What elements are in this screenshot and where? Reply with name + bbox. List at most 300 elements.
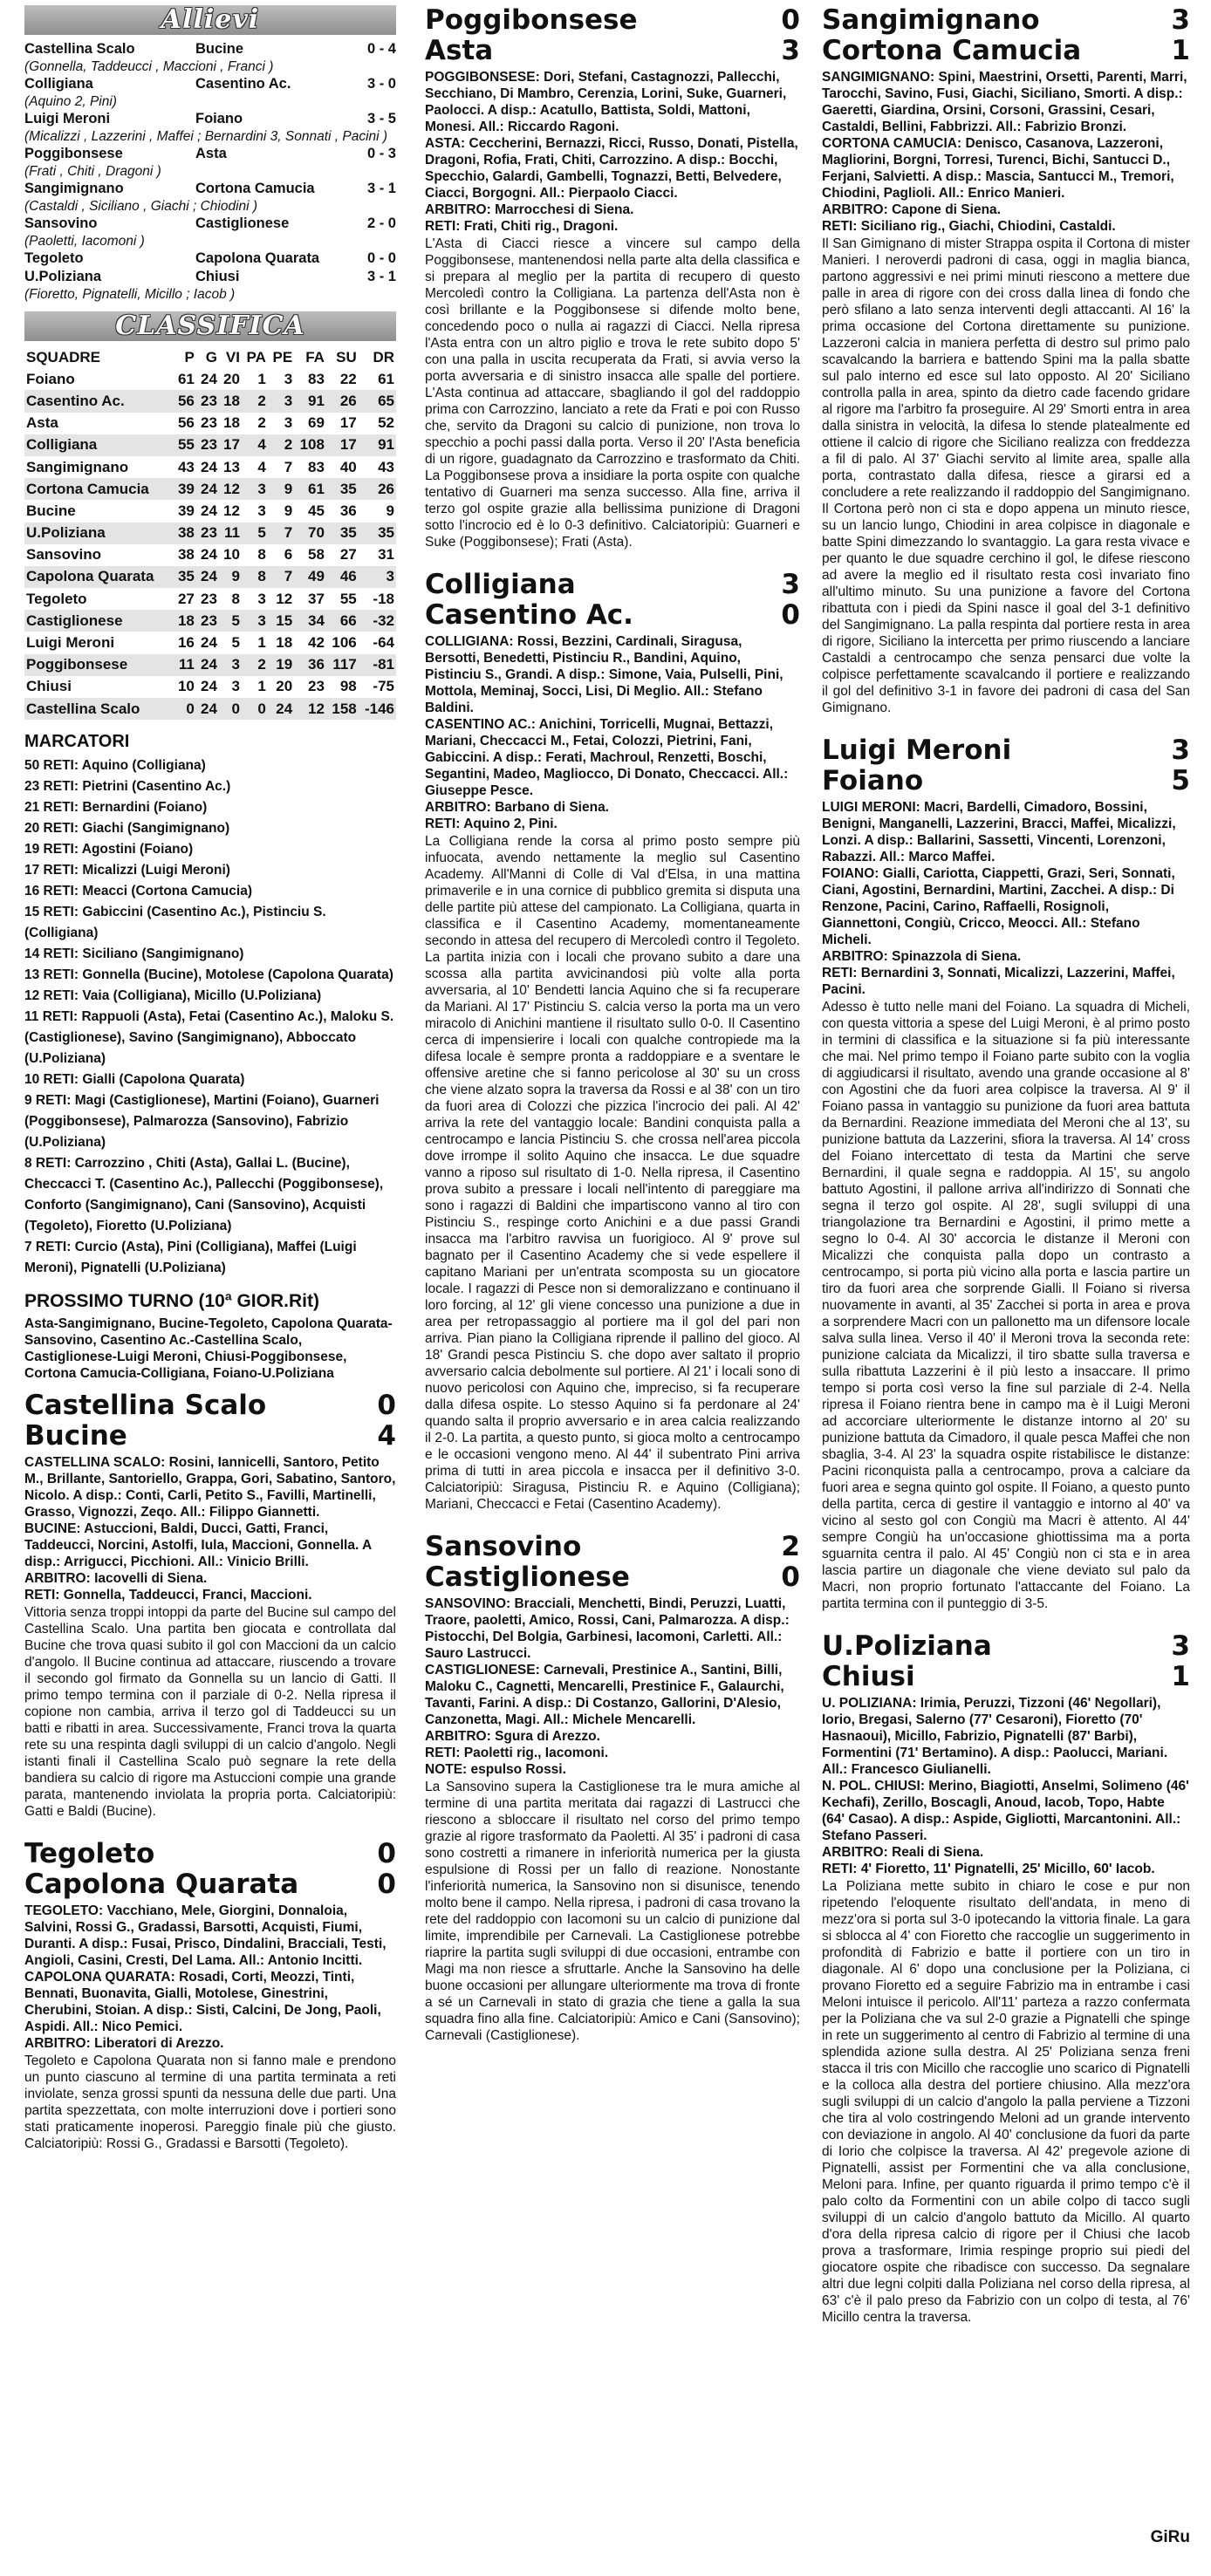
standings-cell: 35 — [174, 566, 196, 588]
standings-cell: 20 — [223, 370, 240, 387]
standings-cell: 24 — [196, 654, 219, 676]
match-away-line — [822, 36, 1190, 66]
match-home-team: Castellina Scalo — [24, 1390, 267, 1422]
match-away-team: Chiusi — [822, 1661, 915, 1692]
match-home-team: Sangimignano — [822, 4, 1040, 36]
match-home-score: 3 — [1171, 4, 1190, 36]
result-scorers: (Frati , Chiti , Dragoni ) — [24, 164, 161, 179]
scorer-line: 11 RETI: Rappuoli (Asta), Fetai (Casentino Ac.), Maloku S. (Castiglionese), Savino (Sangimignano), Abboccato (U.Poliziana) — [24, 1009, 394, 1067]
match-lineups — [425, 69, 800, 235]
standings-cell: -81 — [359, 654, 396, 676]
standings-cell: Colligiana — [24, 434, 174, 456]
standings-cell: 36 — [339, 502, 357, 519]
standings-cell: 7 — [268, 523, 294, 544]
match-report — [822, 1631, 1190, 2326]
match-home-line — [24, 1839, 396, 1869]
lineup-line: COLLIGIANA: Rossi, Bezzini, Cardinali, Siragusa, Bersotti, Benedetti, Pistinciu R., Bandini, Aquino, Pistinciu S., Grandi. A disp.: Simone, Vaia, Pulselli, Pini, Mottola, Meminaj, Socci, Lisi, Di Meglio. All.: Stefano Baldini. — [425, 634, 783, 715]
standings-cell: 19 — [268, 654, 294, 676]
scorer-line: 12 RETI: Vaia (Colligiana), Micillo (U.Poliziana) — [24, 988, 322, 1004]
standings-col-header: VI — [225, 348, 240, 366]
result-row — [24, 110, 396, 128]
match-home-team: Tegoleto — [24, 1838, 155, 1870]
lineup-line: SANSOVINO: Bracciali, Menchetti, Bindi, Peruzzi, Luatti, Traore, paoletti, Amico, Rossi, Cani, Palmarozza. A disp.: Pistocchi, Del Bolgia, Garbinesi, Iacomoni, Carletti. All.: Sauro Lastrucci. — [425, 1596, 790, 1661]
standings-cell: 40 — [339, 458, 357, 475]
result-away: Chiusi — [195, 269, 240, 284]
standings-cell: 12 — [276, 590, 293, 607]
result-away: Bucine — [195, 41, 244, 57]
standings-cell: 3 — [242, 478, 268, 500]
match-home-score: 2 — [781, 1531, 800, 1562]
standings-row — [24, 698, 396, 720]
match-text: Vittoria senza troppi intoppi da parte del Bucine sul campo del Castellina Scalo. Una partita ben giocata e controllata dal Bucine che trova quasi subito il gol con Maccioni da un calcio d'angolo. Il Bucine continua ad attaccare, riuscendo a trovare il secondo gol firmato da Gonnella su un lancio di Gatti. Il primo tempo termina con il parziale di 0-2. Nella ripresa il copione non cambia, arriva il terzo gol di Taddeucci su un batti e ribatti in area. Successivamente, Franci trova la quarta rete su una respinta dagli sviluppi di un calcio d'angolo. Negli istanti finali il Castellina Scalo può segnare la rete della bandiera su calcio di rigore ma Astuccioni compie una grande parata, mantenendo inviolata la propria porta. Calciatoripiù: Gatti e Baldi (Bucine). — [24, 1605, 396, 1820]
match-away-team: Asta — [425, 35, 494, 66]
result-scorers: (Micalizzi , Lazzerini , Maffei ; Bernardini 3, Sonnati , Pacini ) — [24, 129, 388, 144]
lineup-line: CAPOLONA QUARATA: Rosadi, Corti, Meozzi, Tinti, Bennati, Buonavita, Gialli, Motolese, Ginestrini, Cherubini, Stoian. A disp.: Sisti, Calcini, De Jong, Paoli, Aspidi. All.: Nico Pemici. — [24, 1970, 381, 2035]
standings-cell: 23 — [196, 390, 219, 412]
standings-cell: Castiglionese — [24, 610, 174, 632]
standings-cell: 24 — [201, 546, 217, 564]
standings-cell: 46 — [326, 566, 359, 588]
author-signature: GiRu — [1150, 2528, 1190, 2546]
standings-cell: 24 — [268, 698, 294, 720]
standings-cell: 5 — [219, 610, 242, 632]
standings-table — [24, 346, 396, 720]
match-away-team: Capolona Quarata — [24, 1869, 299, 1901]
result-score: 3 - 1 — [366, 269, 396, 284]
match-lineups — [425, 633, 800, 832]
lineup-line: ASTA: Ceccherini, Bernazzi, Ricci, Russo, Donati, Pistella, Dragoni, Rofia, Frati, Chiti, Carrozzino. A disp.: Bocchi, Specchio, Galardi, Gambelli, Tognazzi, Betti, Belvedere, Ciacci, Borgogni. All.: Pierpaolo Ciacci. — [425, 136, 798, 201]
match-home-team: U.Poliziana — [822, 1630, 992, 1662]
standings-cell: 56 — [174, 390, 196, 412]
result-home: Poggibonsese — [24, 146, 123, 161]
match-away-team: Foiano — [822, 765, 924, 796]
standings-cell: 31 — [378, 546, 394, 564]
lineup-line: RETI: Bernardini 3, Sonnati, Micalizzi, Lazzerini, Maffei, Pacini. — [822, 966, 1175, 997]
standings-cell: 108 — [294, 434, 326, 456]
standings-row — [24, 368, 396, 390]
match-away-team: Castiglionese — [425, 1561, 630, 1593]
standings-cell: 24 — [201, 502, 217, 519]
standings-cell: U.Poliziana — [24, 523, 174, 544]
lineup-line: ARBITRO: Iacovelli di Siena. — [24, 1571, 208, 1587]
match-home-line — [24, 1390, 396, 1421]
lineup-line: U. POLIZIANA: Irimia, Peruzzi, Tizzoni (46' Negollari), Iorio, Bregasi, Salerno (77' Cesaroni), Fioretto (70' Hasnaoui), Micillo, Fabrizio, Pignatelli (87' Barbi), Formentini (71' Bertamino). A disp.: Paolucci, Mariani. All.: Francesco Giulianelli. — [822, 1696, 1168, 1777]
scorer-line: 9 RETI: Magi (Castiglionese), Martini (Foiano), Guarneri (Poggibonsese), Palmarozza (Sansovino), Fabrizio (U.Poliziana) — [24, 1093, 380, 1151]
middle-column — [425, 5, 800, 2063]
standings-cell: 3 — [268, 390, 294, 412]
result-row — [24, 180, 396, 198]
match-away-line — [822, 766, 1190, 796]
standings-cell: 27 — [339, 546, 357, 564]
standings-cell: 3 — [231, 678, 240, 695]
standings-cell: 8 — [231, 590, 240, 607]
standings-col-header: SQUADRE — [26, 348, 101, 366]
match-away-line — [822, 1662, 1190, 1692]
standings-cell: 18 — [174, 610, 196, 632]
match-home-line — [822, 1631, 1190, 1662]
standings-cell: 56 — [177, 414, 195, 432]
standings-cell: 26 — [359, 478, 396, 500]
standings-cell: 15 — [268, 610, 294, 632]
result-away: Cortona Camucia — [195, 181, 315, 196]
standings-cell: 23 — [196, 523, 219, 544]
standings-cell: 55 — [339, 590, 357, 607]
standings-cell: 4 — [242, 434, 268, 456]
standings-cell: 35 — [359, 523, 396, 544]
standings-cell: 24 — [201, 458, 217, 475]
standings-row — [24, 434, 396, 456]
standings-cell: Cortona Camucia — [24, 478, 174, 500]
standings-cell: 3 — [284, 370, 293, 387]
standings-row — [24, 413, 396, 434]
standings-cell: -75 — [373, 678, 394, 695]
result-score: 0 - 3 — [366, 146, 396, 161]
standings-cell: 11 — [219, 523, 242, 544]
standings-cell: 39 — [177, 502, 195, 519]
standings-col-header: P — [184, 348, 195, 366]
match-home-team: Poggibonsese — [425, 4, 638, 36]
standings-row — [24, 654, 396, 676]
match-home-team: Colligiana — [425, 569, 576, 600]
result-scorers: (Paoletti, Iacomoni ) — [24, 234, 145, 249]
standings-cell: Tegoleto — [26, 590, 87, 607]
standings-cell: 11 — [174, 654, 196, 676]
standings-cell: 106 — [332, 634, 357, 652]
standings-cell: Sangimignano — [26, 458, 129, 475]
result-row — [24, 145, 396, 163]
standings-cell: Bucine — [26, 502, 76, 519]
lineup-line: POGGIBONSESE: Dori, Stefani, Castagnozzi, Pallecchi, Secchiano, Di Mambro, Cerenzia, Lorini, Suke, Guarneri, Paolocci. A disp.: Acatullo, Battista, Soldi, Mattoni, Monesi. All.: Riccardo Ragoni. — [425, 70, 787, 134]
standings-cell: 65 — [359, 390, 396, 412]
standings-row — [24, 544, 396, 566]
match-text: Il San Gimignano di mister Strappa ospita il Cortona di mister Manieri. I neroverdi padroni di casa, oggi in maglia bianca, partono aggressivi e nei primi minuti riescono a mettere due palle in area di rigore con dei cross dalla linea di fondo che però sfilano a lato senza interventi degli attaccanti. Al 16' la prima occasione del Cortona direttamente su punizione. Lazzeroni calcia in maniera perfetta di destro sul primo palo scavalcando la barriera e battendo Spini ma la palla sbatte sul palo interno ed esce sul lato opposto. Al 20' Siciliano controlla palla in area, spinto da dietro cade facendo gridare al rigore ma l'arbitro fa proseguire. Al 29' Smorti entra in area dalla sinistra in velocità, la difesa lo stende platealmente ed ottiene il calcio di rigore che Siciliano realizza con freddezza a fil di palo. Al 37' Giachi servito al limite area, spalle alla porta, contrastato dalla difesa, riesce a girarsi ed a concludere a rete realizzando il raddoppio del Sangimignano. Il Cortona però non ci sta e dopo appena un minuto riesce, su un lancio lungo, Chiodini in area colpisce in diagonale e batte Spini dimezzando lo svantaggio. La gara resta vivace e per quanto le due squadre cerchino il gol, le difese riescono ad avere la meglio ed il risultato resta così invariato fino all'ultimo minuto. Su una punizione a favore del Cortona ribattuta con i piedi da Spini nasce il goal del 3-1 definitivo del Sangimignano. La palla respinta dal portiere resta in area di rigore, Siciliano la intercetta per primo riuscendo a lanciare Castaldi a centrocampo che senza pensarci due volte la colpisce perfettamente scavalcando il portiere e realizzando il gol del definitivo 3-1 in favore dei padroni di casa del San Gimignano. — [822, 236, 1190, 715]
match-home-score: 0 — [377, 1390, 396, 1422]
standings-cell: 6 — [284, 546, 293, 564]
scorer-line: 21 RETI: Bernardini (Foiano) — [24, 800, 208, 816]
standings-cell: 0 — [242, 698, 268, 720]
result-away: Capolona Quarata — [195, 250, 320, 266]
result-away: Foiano — [195, 111, 243, 126]
match-home-team: Luigi Meroni — [822, 735, 1012, 766]
match-report — [425, 5, 800, 550]
match-away-line — [425, 600, 800, 631]
lineup-line: ARBITRO: Barbano di Siena. — [425, 800, 609, 815]
scorer-line: 17 RETI: Micalizzi (Luigi Meroni) — [24, 863, 230, 878]
standings-cell: 34 — [294, 610, 326, 632]
standings-cell: 43 — [378, 458, 394, 475]
match-lineups — [24, 1903, 396, 2052]
standings-cell: 2 — [257, 414, 266, 432]
standings-cell: 12 — [294, 698, 326, 720]
lineup-line: ARBITRO: Liberatori di Arezzo. — [24, 2036, 224, 2052]
match-home-score: 0 — [377, 1838, 396, 1870]
match-away-team: Cortona Camucia — [822, 35, 1082, 66]
match-home-line — [425, 570, 800, 600]
standings-cell: 17 — [219, 434, 242, 456]
standings-cell: 0 — [219, 698, 242, 720]
allievi-banner: Allievi — [24, 5, 396, 35]
standings-row — [24, 456, 396, 478]
standings-row — [24, 566, 396, 588]
lineup-line: RETI: 4' Fioretto, 11' Pignatelli, 25' Micillo, 60' Iacob. — [822, 1862, 1155, 1876]
result-row — [24, 268, 396, 286]
result-home: Sangimignano — [24, 181, 124, 196]
lineup-line: LUIGI MERONI: Macri, Bardelli, Cimadoro, Bossini, Benigni, Manganelli, Lazzerini, Bracci, Maffei, Micalizzi, Lonzi. A disp.: Ballarini, Sassetti, Vincenti, Lorenzoni, Rabazzi. All.: Marco Maffei. — [822, 800, 1176, 864]
lineup-line: CORTONA CAMUCIA: Denisco, Casanova, Lazzeroni, Magliorini, Borgni, Torresi, Turenci, Bichi, Santucci D., Ferjani, Salvietti. A disp.: Mascia, Santucci M., Tremori, Chiodini, Paglioli. All.: Enrico Manieri. — [822, 136, 1174, 201]
standings-cell: 1 — [257, 678, 266, 695]
match-home-score: 3 — [781, 569, 800, 600]
match-away-score: 5 — [1171, 765, 1190, 796]
result-score: 2 - 0 — [366, 215, 396, 231]
standings-cell: 24 — [196, 478, 219, 500]
result-home: U.Poliziana — [24, 269, 102, 284]
scorer-line: 16 RETI: Meacci (Cortona Camucia) — [24, 884, 252, 899]
standings-row — [24, 523, 396, 544]
result-scorers: (Castaldi , Siciliano , Giachi ; Chiodini ) — [24, 199, 258, 214]
standings-cell: 35 — [326, 478, 359, 500]
match-lineups — [822, 799, 1190, 998]
result-row — [24, 40, 396, 58]
result-row — [24, 75, 396, 93]
standings-cell: 26 — [326, 390, 359, 412]
standings-cell: 83 — [308, 458, 325, 475]
scorers-list — [24, 755, 396, 1279]
standings-cell: 38 — [174, 523, 196, 544]
lineup-line: RETI: Siciliano rig., Giachi, Chiodini, Castaldi. — [822, 219, 1116, 234]
standings-cell: 24 — [196, 698, 219, 720]
standings-cell: -18 — [373, 590, 394, 607]
standings-row — [24, 478, 396, 500]
match-text: L'Asta di Ciacci riesce a vincere sul campo della Poggibonsese, mantenendosi nella parte alta della classifica e si prepara al meglio per la partita di recupero di questo Mercoledì contro la Colligiana. La partenza dell'Asta non è così brillante e la Poggibonsese si difende molto bene, concedendo poco o nulla ai ragazzi di Ciacci. Nella ripresa l'Asta entra con un altro piglio e trova le rete subito dopo 5' con una palla in uscita recuperata da Frati, si avvia verso la porta avversaria e di sinistro insacca alle spalle del portiere. L'Asta continua ad attaccare, sbagliando il gol del raddoppio prima con Carrozzino, lanciato a rete da Frati e poi con Russo che, servito da Dragoni su calcio di punizione, non trova lo specchio a pochi passi dalla porta. Verso il 20' l'Asta beneficia di un rigore, guadagnato da Carrozzino e trasformato da Chiti. La Poggibonsese prova a insidiare la porta ospite con qualche tentativo di Guarneri ma senza successo. Alla fine, arriva il terzo gol ospite grazie alla bellissima punizione di Dragoni sotto l'incrocio ed è lo 0-3 definitivo. Calciatoripiù: Guarneri e Suke (Poggibonsese); Frati (Asta). — [425, 236, 800, 550]
lineup-line: ARBITRO: Reali di Siena. — [822, 1845, 984, 1860]
next-round-heading: PROSSIMO TURNO (10ª GIOR.Rit) — [24, 1291, 319, 1312]
standings-cell: 23 — [196, 610, 219, 632]
scorer-line: 13 RETI: Gonnella (Bucine), Motolese (Capolona Quarata) — [24, 967, 393, 983]
match-report — [822, 735, 1190, 1612]
standings-cell: 3 — [359, 566, 396, 588]
standings-cell: 2 — [242, 654, 268, 676]
lineup-line: ARBITRO: Marrocchesi di Siena. — [425, 202, 634, 217]
standings-cell: -64 — [373, 634, 394, 652]
result-scorers: (Fioretto, Pignatelli, Micillo ; Iacob ) — [24, 287, 236, 302]
standings-col-header: PA — [246, 348, 266, 366]
standings-cell: 9 — [219, 566, 242, 588]
match-lineups — [24, 1454, 396, 1603]
standings-cell: 117 — [326, 654, 359, 676]
standings-cell: 18 — [223, 414, 240, 432]
standings-cell: 1 — [257, 370, 266, 387]
standings-cell: 36 — [294, 654, 326, 676]
standings-cell: 38 — [177, 546, 195, 564]
standings-col-header: DR — [373, 348, 394, 366]
standings-row — [24, 610, 396, 632]
standings-cell: 16 — [177, 634, 195, 652]
match-report — [425, 570, 800, 1513]
standings-cell: 2 — [242, 390, 268, 412]
standings-cell: 9 — [268, 478, 294, 500]
standings-cell: 5 — [242, 523, 268, 544]
standings-cell: 1 — [257, 634, 266, 652]
match-text: La Poliziana mette subito in chiaro le cose e pur non ripetendo l'eloquente risultato dell'andata, in meno di mezz'ora si porta sul 3-0 ipotecando la vittoria finale. La gara si sblocca al 4' con Fioretto che raccoglie un suggerimento in profondità di Fabrizio e batte il portiere con un tiro in diagonale. Al 6' dopo una conclusione per la Poliziana, ci provano Fioretto ed a seguire Fabrizio ma in entrambe i casi Meloni intuisce il pericolo. All'11' parteza a razzo confermata per la Poliziana che va sul 2-0 grazie a Pignatelli che spinge in rete un suggerimento al centro di Fabrizio al termine di una splendida azione sulla destra. Al 25' Poliziana senza freni stacca il tris con Micillo che raccoglie uno scarico di Pignatelli e la colloca alla destra del portiere chiusino. Alla mezz'ora sugli sviluppi di un calcio d'angolo la palla perviene a Tizzoni che tira al volo costringendo Meloni ad un grande intervento con deviazione in angolo. Al 40' conclusione da fuori da parte di Iorio che colpisce la traversa. Al 42' pregevole azione di Pignatelli, assist per Formentini che va alla conclusione, Meloni para. Infine, per quanto riguarda il primo tempo c'è il palo colto da Formentini con un abile colpo di tacco sugli sviluppi di un calcio d'angolo battuto da Micillo. Al quarto d'ora della ripresa calcio di rigore per il Chiusi che Iacob prova a trasformare, Irimia respinge proprio sui piedi del giocatore ospite che ribadisce con successo. Da segnalare altri due legni colpiti dalla Poliziana nel corso della ripresa, al 63' c'è il palo preso da Fabrizio con un colpo di testa, al 76' Micillo centra la traversa. — [822, 1879, 1190, 2325]
match-away-team: Bucine — [24, 1420, 127, 1452]
standings-cell: 61 — [294, 478, 326, 500]
match-lineups — [822, 1695, 1190, 1877]
lineup-line: RETI: Paoletti rig., Iacomoni. — [425, 1746, 609, 1760]
standings-cell: Castellina Scalo — [24, 698, 174, 720]
next-round-text: Asta-Sangimignano, Bucine-Tegoleto, Capolona Quarata-Sansovino, Casentino Ac.-Castellina Scalo, Castiglionese-Luigi Meroni, Chiusi-Poggibonsese, Cortona Camucia-Colligiana, Foiano-U.Poliziana — [24, 1316, 393, 1382]
standings-cell: Luigi Meroni — [26, 634, 115, 652]
standings-cell: 12 — [219, 478, 242, 500]
match-home-line — [425, 1532, 800, 1562]
result-score: 3 - 0 — [366, 76, 396, 92]
standings-cell: 9 — [284, 502, 293, 519]
result-score: 0 - 0 — [366, 250, 396, 266]
match-away-line — [425, 1562, 800, 1593]
result-home: Sansovino — [24, 215, 98, 231]
standings-cell: 24 — [196, 566, 219, 588]
scorer-line: 10 RETI: Gialli (Capolona Quarata) — [24, 1072, 245, 1088]
match-home-score: 0 — [781, 4, 800, 36]
standings-cell: 12 — [223, 502, 240, 519]
match-away-score: 0 — [781, 1561, 800, 1593]
standings-cell: 17 — [339, 414, 357, 432]
lineup-line: CASENTINO AC.: Anichini, Torricelli, Mugnai, Bettazzi, Mariani, Checcacci M., Fetai, Colozzi, Pietrini, Fani, Gabiccini. A disp.: Ferati, Machroul, Renzetti, Boschi, Segantini, Madeo, Magliocco, Di Donato, Checcacci. All.: Giuseppe Pesce. — [425, 717, 789, 798]
standings-cell: 3 — [257, 502, 266, 519]
standings-col-header: SU — [336, 348, 357, 366]
standings-cell: 8 — [242, 566, 268, 588]
standings-cell: 39 — [174, 478, 196, 500]
match-away-line — [425, 36, 800, 66]
standings-cell: 91 — [359, 434, 396, 456]
classifica-banner: CLASSIFICA — [24, 311, 396, 341]
match-text: La Sansovino supera la Castiglionese tra le mura amiche al termine di una partita meritata dai ragazzi di Lastrucci che riescono a sbloccare il risultato nel corso del primo tempo grazie al rigore trasformato da Paoletti. Al 35' i padroni di casa sono costretti a rimanere in inferiorità numerica per la giusta espulsione di Rossi per un fallo di reazione. Nonostante l'inferiorità numerica, la Sansovino non si disunisce, tenendo molto bene il campo. Nella ripresa, i padroni di casa trovano la rete del raddoppio con Iacomoni su un calcio di punizione dal limite, imprendibile per Carnevali. La Castiglionese potrebbe riaprire la partita sugli sviluppi di due occasioni, entrambe con Magi ma non riesce a sfruttarle. Anche la Sansovino ha delle buone occasioni per allungare ulteriormente ma trova di fronte a sé un Carnevali in stato di grazia che tiene a galla la sua squadra fino alla fine. Calciatoripiù: Amico e Cani (Sansovino); Carnevali (Castiglionese). — [425, 1780, 800, 2043]
standings-header — [24, 346, 396, 368]
match-away-score: 3 — [781, 35, 800, 66]
match-away-score: 1 — [1171, 1661, 1190, 1692]
lineup-line: SANGIMIGNANO: Spini, Maestrini, Orsetti, Parenti, Marri, Tarocchi, Savino, Fusi, Giachi, Siciliano, Smorti. A disp.: Gaeretti, Giardina, Orsini, Corsoni, Grassini, Cesari, Castaldi, Bellini, Fabbrizzi. All.: Fabrizio Bronzi. — [822, 70, 1187, 134]
scorer-line: 8 RETI: Carrozzino , Chiti (Asta), Gallai L. (Bucine), Checcacci T. (Casentino Ac.), Pallecchi (Poggibonsese), Conforto (Sangimignano), Cani (Sansovino), Acquisti (Tegoleto), Fioretto (U.Poliziana) — [24, 1156, 384, 1234]
lineup-line: BUCINE: Astuccioni, Baldi, Ducci, Gatti, Franci, Taddeucci, Norcini, Astolfi, Iula, Maccioni, Gonnella. A disp.: Arrigucci, Picchioni. All.: Vinicio Brilli. — [24, 1521, 372, 1570]
result-away: Asta — [195, 146, 227, 161]
match-lineups — [822, 69, 1190, 235]
match-away-score: 0 — [781, 599, 800, 631]
match-home-score: 3 — [1171, 1630, 1190, 1662]
standings-row — [24, 588, 396, 610]
match-home-line — [822, 735, 1190, 766]
standings-cell: 23 — [201, 414, 217, 432]
result-score: 3 - 1 — [366, 181, 396, 196]
scorer-line: 7 RETI: Curcio (Asta), Pini (Colligiana), Maffei (Luigi Meroni), Pignatelli (U.Poliziana) — [24, 1240, 357, 1276]
standings-cell: 35 — [326, 523, 359, 544]
standings-cell: 42 — [308, 634, 325, 652]
result-score: 3 - 5 — [366, 111, 396, 126]
standings-cell: 23 — [201, 590, 217, 607]
standings-cell: 7 — [284, 458, 293, 475]
scorer-line: 15 RETI: Gabiccini (Casentino Ac.), Pistinciu S. (Colligiana) — [24, 905, 326, 941]
match-report — [425, 1532, 800, 2044]
standings-cell: 2 — [268, 434, 294, 456]
standings-cell: Poggibonsese — [24, 654, 174, 676]
standings-cell: 7 — [268, 566, 294, 588]
scorer-line: 23 RETI: Pietrini (Casentino Ac.) — [24, 779, 231, 795]
standings-col-header: PE — [272, 348, 293, 366]
lineup-line: RETI: Frati, Chiti rig., Dragoni. — [425, 219, 619, 234]
standings-cell: Asta — [26, 414, 58, 432]
standings-cell: 69 — [308, 414, 325, 432]
standings-cell: 0 — [174, 698, 196, 720]
scorer-line: 14 RETI: Siciliano (Sangimignano) — [24, 946, 244, 962]
lineup-line: ARBITRO: Spinazzola di Siena. — [822, 949, 1022, 964]
match-home-line — [425, 5, 800, 36]
standings-cell: 18 — [219, 390, 242, 412]
match-away-score: 1 — [1171, 35, 1190, 66]
lineup-line: ARBITRO: Capone di Siena. — [822, 202, 1001, 217]
standings-cell: Capolona Quarata — [24, 566, 174, 588]
result-row — [24, 215, 396, 233]
match-home-score: 3 — [1171, 735, 1190, 766]
scorer-line: 20 RETI: Giachi (Sangimignano) — [24, 821, 230, 837]
result-score: 0 - 4 — [366, 41, 396, 57]
marcatori-heading: MARCATORI — [24, 732, 130, 752]
standings-cell: Chiusi — [26, 678, 72, 695]
standings-cell: 27 — [177, 590, 195, 607]
result-scorers: (Aquino 2, Pini) — [24, 94, 117, 109]
results-list — [24, 40, 396, 303]
match-away-line — [24, 1421, 396, 1452]
standings-cell: 98 — [339, 678, 357, 695]
standings-cell: Casentino Ac. — [24, 390, 174, 412]
standings-cell: -32 — [359, 610, 396, 632]
result-home: Castellina Scalo — [24, 41, 135, 57]
standings-cell: 49 — [294, 566, 326, 588]
standings-cell: 66 — [326, 610, 359, 632]
standings-cell: 4 — [257, 458, 266, 475]
standings-cell: 24 — [201, 678, 217, 695]
standings-cell: 10 — [223, 546, 240, 564]
result-home: Colligiana — [24, 76, 93, 92]
lineup-line: TEGOLETO: Vacchiano, Mele, Giorgini, Donnaloia, Salvini, Rossi G., Gradassi, Barsotti, Acquisti, Fiumi, Duranti. A disp.: Fusai, Prisco, Dindalini, Bracciali, Testi, Angioli, Casini, Cresti, Del Lama. All.: Antonio Incitti. — [24, 1903, 387, 1969]
standings-cell: 9 — [386, 502, 394, 519]
standings-cell: 10 — [177, 678, 195, 695]
standings-cell: 17 — [326, 434, 359, 456]
standings-cell: 13 — [223, 458, 240, 475]
standings-col-header: G — [205, 348, 217, 366]
match-text: La Colligiana rende la corsa al primo posto sempre più infuocata, avendo nettamente la meglio sul Casentino Academy. All'Manni di Colle di Val d'Elsa, in una mattina primaverile e in una cornice di pubblico gremita si disputa una delle partite più attese del campionato. La Colligiana, quarta in classifica e il Casentino Academy, momentaneamente secondo in attesa del recupero di Mercoledì contro il Tegoleto. La partita inizia con i locali che provano subito a dare una scossa alla partita avvicinandosi più volte alla porta avversaria, al 10' Bendetti lancia Aquino che si fa recuperare da Mariani. Al 17' Pistinciu S. calcia verso la porta ma un vero miracolo di Anichini mantiene il risultato sullo 0-0. Il Casentino cerca di impensierire i locali con qualche contropiede ma la difesa locale è sempre pronta a raddoppiare e a sventare le offensive aretine che si fanno pericolose al 30' su un cross che viene alzato sopra la traversa da Rossi e al 38' con un tiro da fuori area di Colozzi che pizzica l'incrocio dei pali. Al 42' arriva la rete del vantaggio locale: Bandini conquista palla a centrocampo e lancia Pistinciu S. che crossa nell'area piccola dove irrompe il solito Aquino che insacca. Le due squadre vanno a riposo sul risultato di 1-0. Nella ripresa, il Casentino prova subito a pressare i locali nell'intento di pareggiare ma sono i ragazzi di Baldini che impartiscono vanno al tiro con Pistinciu S., respinge corto Anichini e a due passi Grandi insacca ma l'arbitro ravvisa un fuorigioco. Al 9' prove sul bagnato per il Casentino Academy che si vede espellere il capitano Mariani per un'entrata scomposta su un giocatore locale. I ragazzi di Pesce non si demoralizzano e continuano il loro forcing, al 12' gli viene concesso una punizione a due in area per retropassaggio al portiere ma il gol del pari non arriva. Pian piano la Colligiana riprende il pallino del gioco. Al 18' Grandi pesca Pistinciu S. che dopo aver saltato il proprio avversario calcia debolmente sul portiere. Al 21' i locali sono di nuovo pericolosi con Aquino che, impreciso, si fa recuperare dalla difesa ospite. Lo stesso Aquino si fa perdonare al 24' quando salta il proprio avversario e in area calcia realizzando il 2-0. La partita, a questo punto, si gioca molto a centrocampo e le occasioni vengono meno. Al 44' il subentrato Pini arriva prima di tutti in area piccola e insacca per il definitivo 3-0. Calciatoripiù: Siragusa, Pistinciu R. e Aquino (Colligiana); Mariani, Checcacci e Fetai (Casentino Academy). — [425, 834, 800, 1512]
standings-row — [24, 632, 396, 653]
standings-cell: Sansovino — [26, 546, 101, 564]
standings-cell: 3 — [284, 414, 293, 432]
standings-cell: 8 — [257, 546, 266, 564]
left-column — [24, 5, 396, 2171]
standings-cell: 23 — [308, 678, 325, 695]
match-away-team: Casentino Ac. — [425, 599, 633, 631]
result-row — [24, 249, 396, 268]
lineup-line: RETI: Aquino 2, Pini. — [425, 817, 558, 831]
match-away-line — [24, 1869, 396, 1900]
standings-cell: 70 — [294, 523, 326, 544]
match-report — [822, 5, 1190, 716]
match-home-line — [822, 5, 1190, 36]
standings-cell: 158 — [326, 698, 359, 720]
standings-cell: 23 — [196, 434, 219, 456]
standings-cell: 58 — [308, 546, 325, 564]
match-home-team: Sansovino — [425, 1531, 582, 1562]
lineup-line: FOIANO: Gialli, Cariotta, Ciappetti, Grazi, Seri, Sonnati, Ciani, Agostini, Bernardini, Martini, Zacchei. A disp.: Di Renzone, Pacini, Carino, Raffaelli, Rosignoli, Giannettoni, Congiù, Cricco, Meocci. All.: Stefano Micheli. — [822, 866, 1175, 947]
scorer-line: 19 RETI: Agostini (Foiano) — [24, 842, 194, 858]
standings-cell: 43 — [177, 458, 195, 475]
standings-cell: 5 — [231, 634, 240, 652]
result-away: Casentino Ac. — [195, 76, 291, 92]
